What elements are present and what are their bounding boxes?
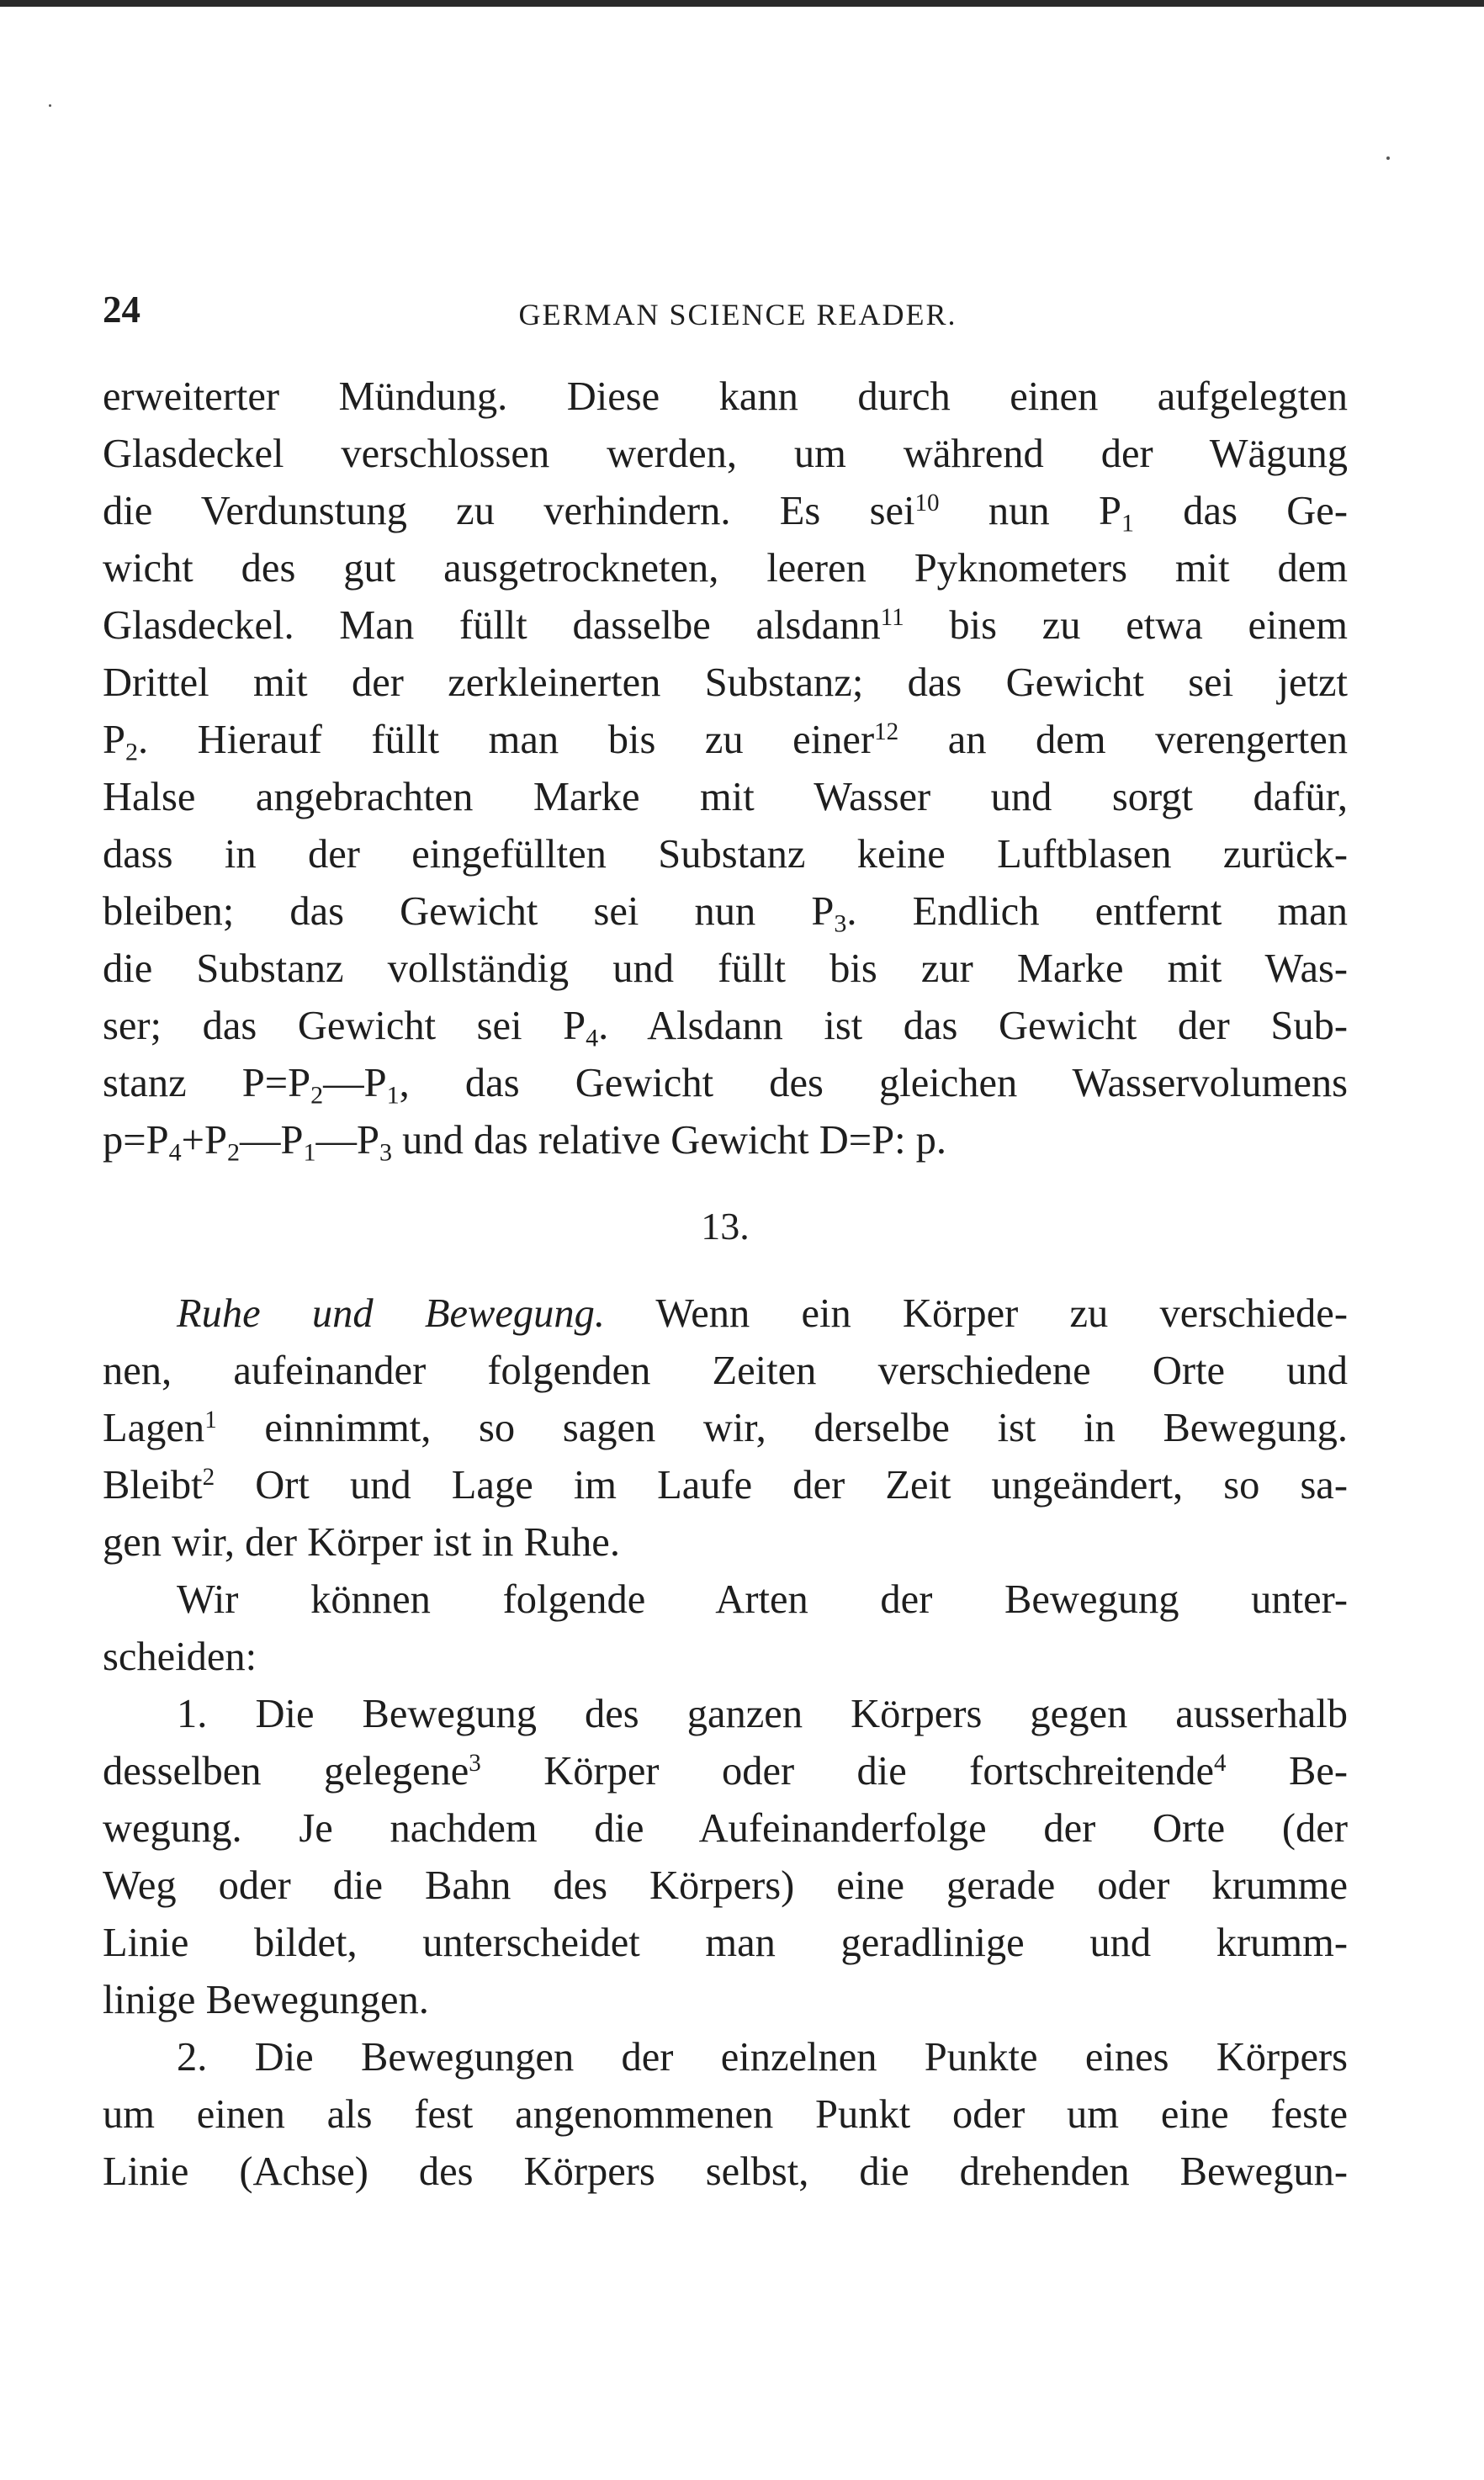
text-line: die Substanz vollständig und füllt bis zur Marke mit Was- — [103, 946, 1348, 991]
text-line: nen, aufeinander folgenden Zeiten verschiedene Orte und — [103, 1349, 1348, 1393]
page-top-edge — [0, 0, 1484, 7]
text-line: Wir können folgende Arten der Bewegung unter- — [177, 1577, 1348, 1622]
text-line: Glasdeckel. Man füllt dasselbe alsdann$^{11}$ bis zu etwa einem — [103, 603, 1348, 648]
section-number: 13. — [701, 1205, 750, 1248]
footnote-ref: 10 — [914, 490, 940, 517]
text-line: ser; das Gewicht sei $P_4$. Alsdann ist das Gewicht der Sub- — [103, 1004, 1348, 1052]
text-line: um einen als fest angenommenen Punkt oder um eine feste — [103, 2092, 1348, 2137]
page-header — [103, 284, 1373, 335]
footnote-ref: 12 — [874, 718, 899, 745]
text-line: dass in der eingefüllten Substanz keine Luftblasen zurück- — [103, 832, 1348, 877]
scan-speck — [49, 104, 51, 107]
text-line: die Verdunstung zu verhindern. Es sei$^{10}$ nun $P_1$ das Ge- — [103, 489, 1348, 538]
footnote-ref: 1 — [204, 1407, 217, 1433]
text-line: 2. Die Bewegungen der einzelnen Punkte eines Körpers — [177, 2035, 1348, 2080]
text-line: Linie (Achse) des Körpers selbst, die drehenden Bewegun- — [103, 2149, 1348, 2194]
text-line: scheiden: — [103, 1635, 257, 1679]
text-line: Weg oder die Bahn des Körpers) eine gerade oder krumme — [103, 1863, 1348, 1908]
text-line: $P_2$. Hierauf füllt man bis zu einer$^{12}$ an dem verengerten — [103, 718, 1348, 766]
section-title: Ruhe und Bewegung. — [177, 1291, 605, 1336]
footnote-ref: 11 — [880, 604, 904, 631]
running-title: GERMAN SCIENCE READER. — [518, 298, 957, 331]
text-line: stanz $P=P_2—P_1$, das Gewicht des gleichen Wasservolumens — [103, 1061, 1348, 1110]
page-number: 24 — [103, 289, 140, 331]
text-line: Lagen$^1$ einnimmt, so sagen wir, derselbe ist in Bewegung. — [103, 1406, 1348, 1450]
footnote-ref: 3 — [469, 1750, 481, 1777]
paragraph-continued — [103, 368, 1348, 1169]
text-line: Linie bildet, unterscheidet man geradlinige und krumm- — [103, 1921, 1348, 1965]
text-line: wegung. Je nachdem die Aufeinanderfolge der Orte (der — [103, 1806, 1348, 1851]
text-line: erweiterter Mündung. Diese kann durch einen aufgelegten — [103, 374, 1348, 419]
text-line: 1. Die Bewegung des ganzen Körpers gegen ausserhalb — [177, 1692, 1348, 1736]
text-line: Bleibt$^2$ Ort und Lage im Laufe der Zeit ungeändert, so sa- — [103, 1463, 1348, 1508]
text-line: Ruhe und Bewegung. Wenn ein Körper zu verschiede- — [177, 1291, 1348, 1336]
section-body — [103, 1285, 1348, 2201]
footnote-ref: 2 — [202, 1464, 215, 1491]
text-line: wicht des gut ausgetrockneten, leeren Pyknometers mit dem — [103, 546, 1348, 591]
scan-speck — [1386, 156, 1390, 160]
text-line: linige Bewegungen. — [103, 1978, 429, 2022]
text-line: Halse angebrachten Marke mit Wasser und sorgt dafür, — [103, 775, 1348, 819]
text-line: $p=P_4+P_2—P_1—P_3$ und das relative Gewicht D=P: p. — [103, 1118, 947, 1167]
text-line: gen wir, der Körper ist in Ruhe. — [103, 1520, 620, 1565]
text-line: Glasdeckel verschlossen werden, um während der Wägung — [103, 432, 1348, 476]
text-line: bleiben; das Gewicht sei nun $P_3$. Endlich entfernt man — [103, 889, 1348, 938]
footnote-ref: 4 — [1214, 1750, 1227, 1777]
text-line: desselben gelegene$^3$ Körper oder die fortschreitende$^4$ Be- — [103, 1749, 1348, 1794]
text-line: Drittel mit der zerkleinerten Substanz; das Gewicht sei jetzt — [103, 660, 1348, 705]
